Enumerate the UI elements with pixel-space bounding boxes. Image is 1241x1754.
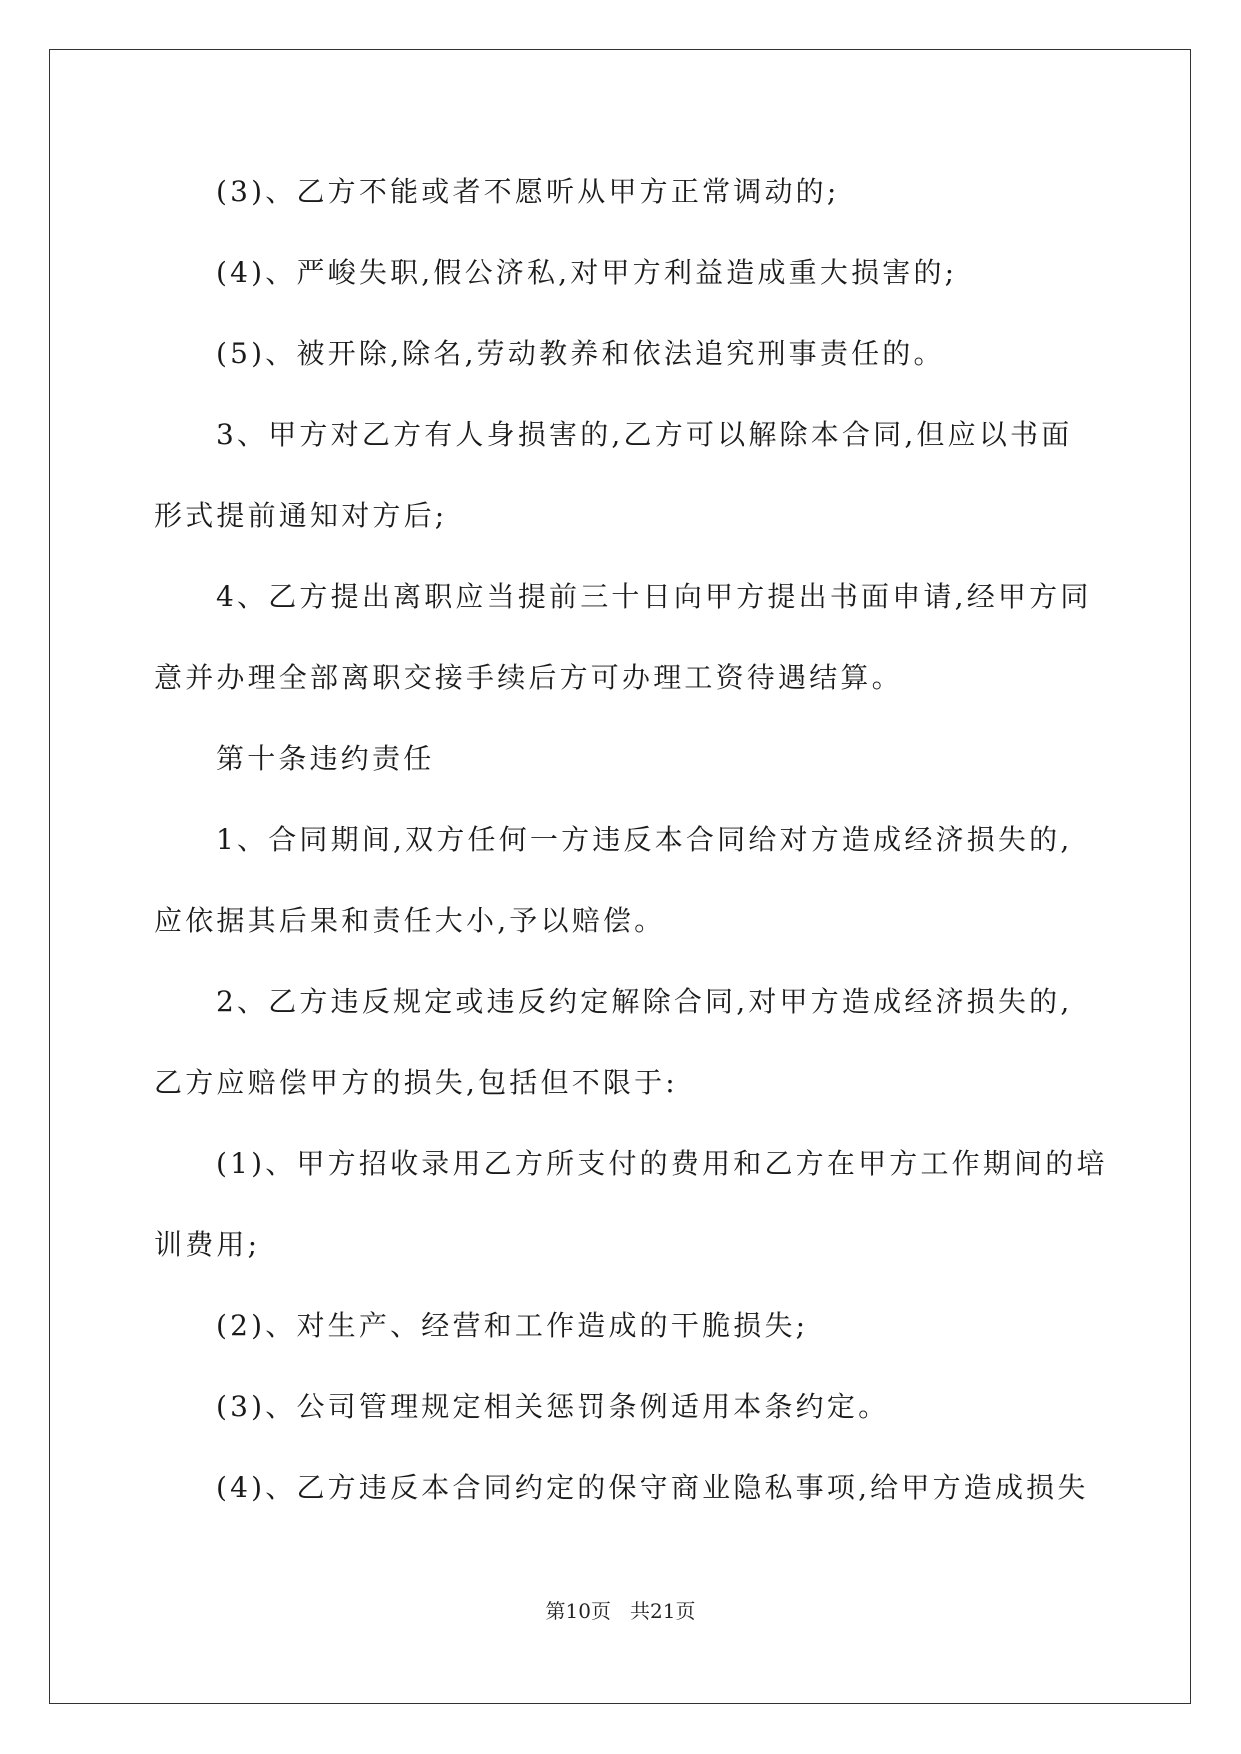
paragraph-4-line-2: 意并办理全部离职交接手续后方可办理工资待遇结算。: [154, 661, 903, 694]
paragraph-3-line-2: 形式提前通知对方后;: [154, 499, 448, 532]
loss-item-1-line-1: (1)、甲方招收录用乙方所支付的费用和乙方在甲方工作期间的培: [216, 1147, 1108, 1180]
loss-item-1-line-2: 训费用;: [154, 1228, 261, 1261]
page-border: [49, 49, 1191, 1704]
liability-2-line-2: 乙方应赔偿甲方的损失,包括但不限于:: [154, 1066, 678, 1099]
liability-1-line-2: 应依据其后果和责任大小,予以赔偿。: [154, 904, 666, 937]
article-10-heading: 第十条违约责任: [216, 742, 435, 775]
clause-4-line: (4)、严峻失职,假公济私,对甲方利益造成重大损害的;: [216, 256, 958, 289]
paragraph-4-line-1: 4、乙方提出离职应当提前三十日向甲方提出书面申请,经甲方同: [216, 580, 1092, 613]
liability-2-line-1: 2、乙方违反规定或违反约定解除合同,对甲方造成经济损失的,: [216, 985, 1073, 1018]
page-footer: [0, 1598, 1241, 1624]
loss-item-3-line: (3)、公司管理规定相关惩罚条例适用本条约定。: [216, 1390, 890, 1423]
clause-5-line: (5)、被开除,除名,劳动教养和依法追究刑事责任的。: [216, 337, 945, 370]
clause-3-line: (3)、乙方不能或者不愿听从甲方正常调动的;: [216, 175, 840, 208]
page-total: 共21页: [630, 1599, 696, 1623]
liability-1-line-1: 1、合同期间,双方任何一方违反本合同给对方造成经济损失的,: [216, 823, 1073, 856]
loss-item-4-line: (4)、乙方违反本合同约定的保守商业隐私事项,给甲方造成损失: [216, 1471, 1089, 1504]
page-number: 第10页: [545, 1599, 611, 1623]
loss-item-2-line: (2)、对生产、经营和工作造成的干脆损失;: [216, 1309, 809, 1342]
paragraph-3-line-1: 3、甲方对乙方有人身损害的,乙方可以解除本合同,但应以书面: [216, 418, 1073, 451]
